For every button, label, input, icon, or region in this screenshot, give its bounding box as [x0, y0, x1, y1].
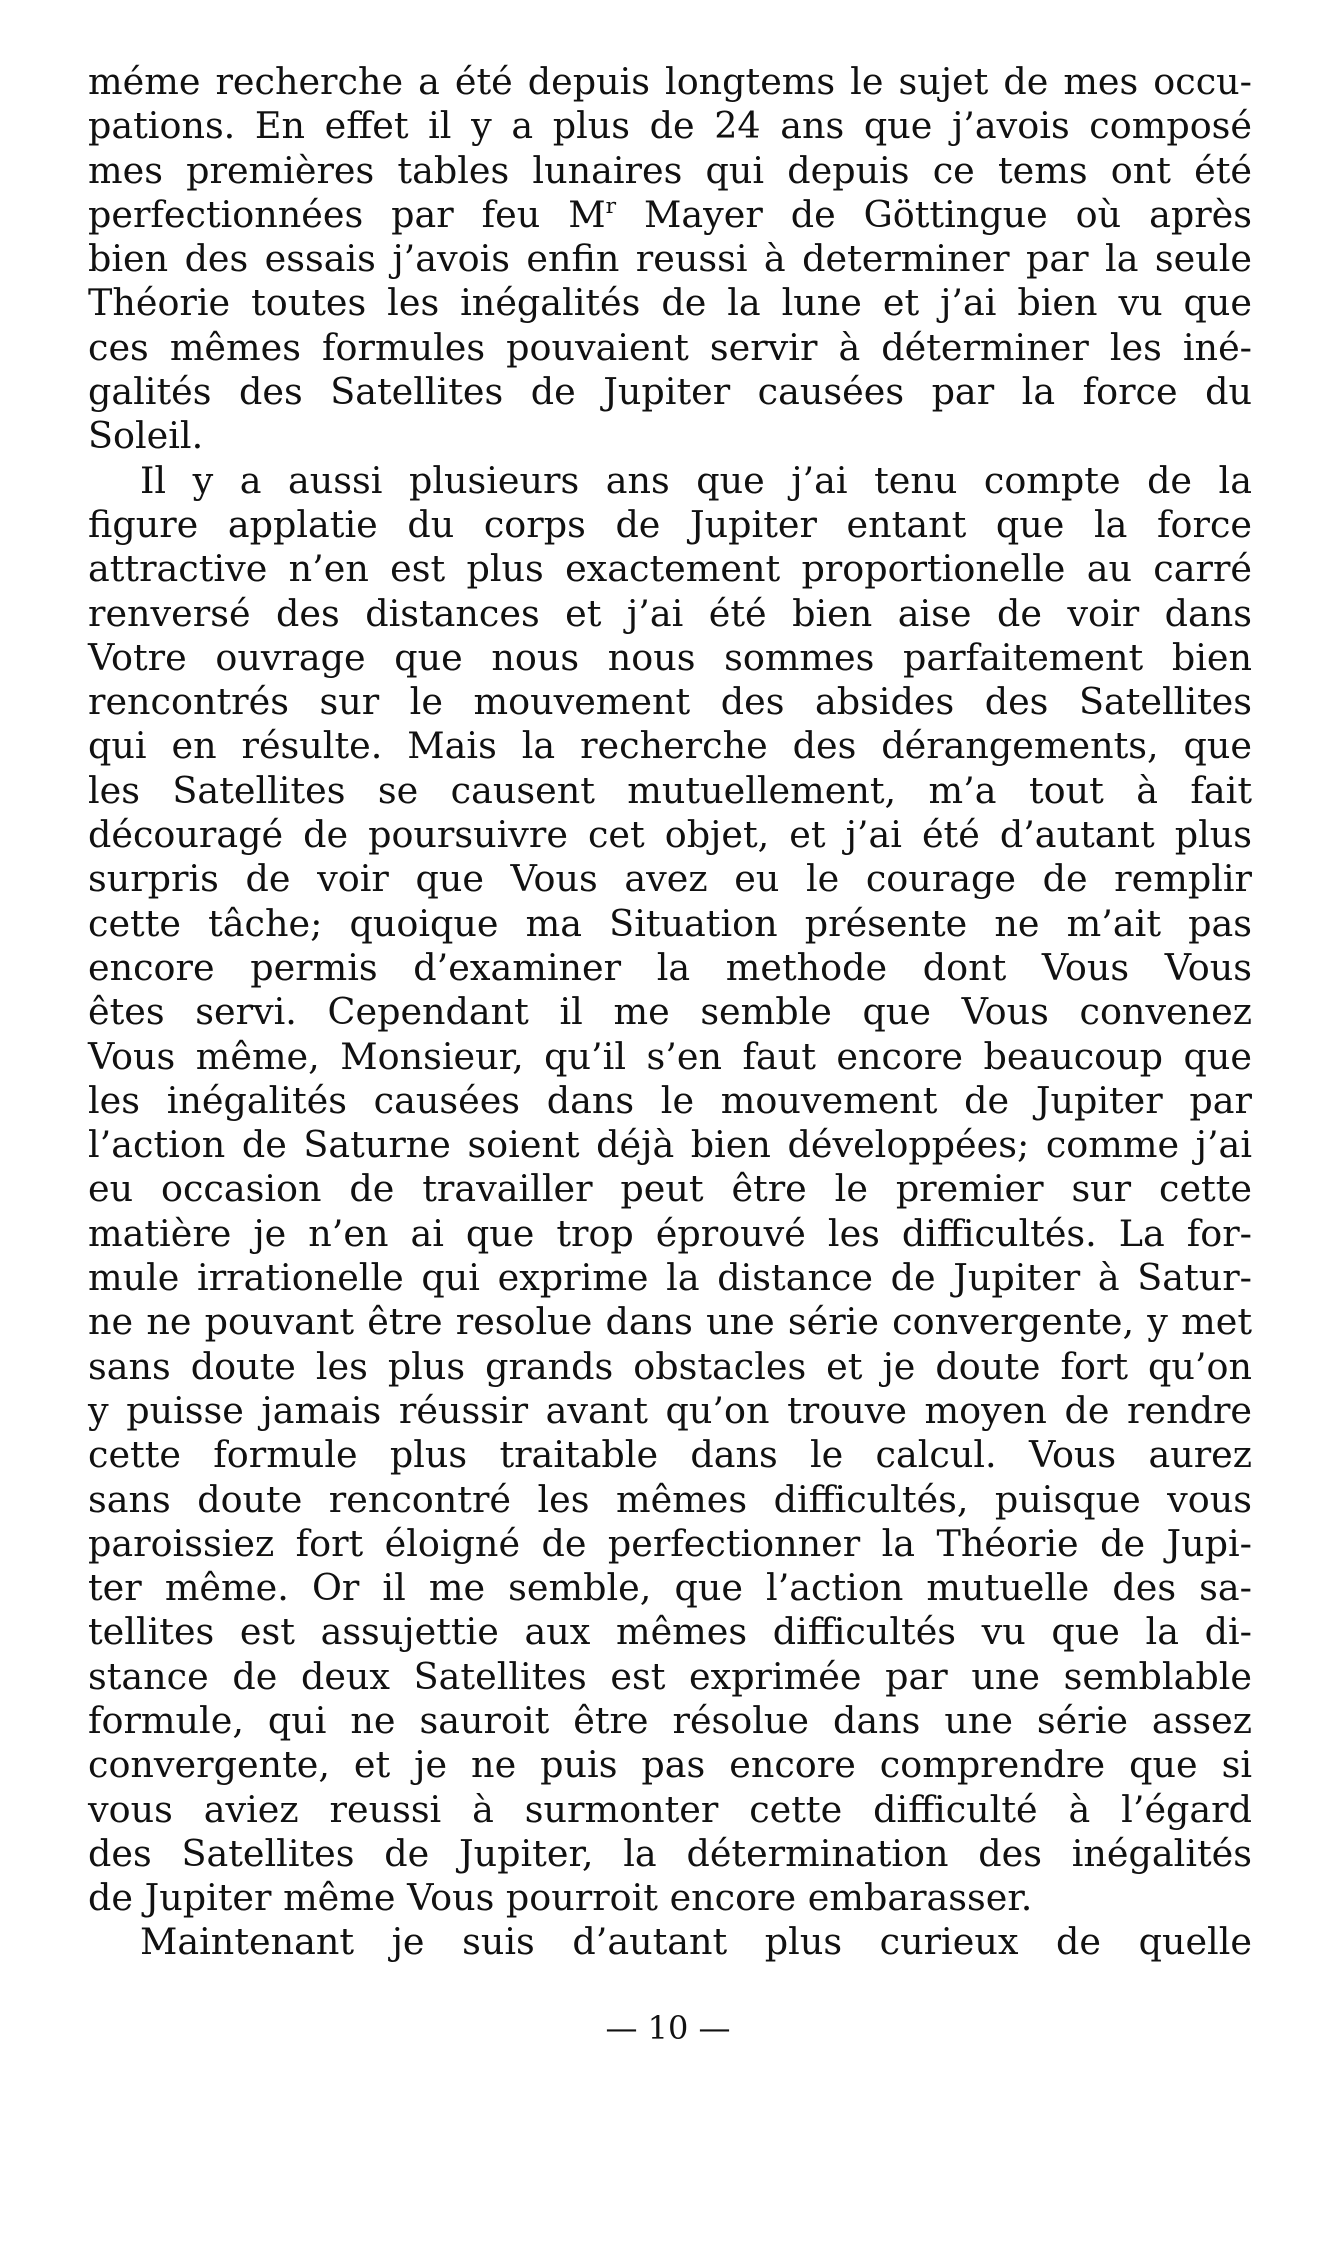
- text-segment: Mayer de Göttingue où après: [616, 192, 1252, 236]
- text-line: Vous même, Monsieur, qu’il s’en faut encore beaucoup que: [88, 1034, 1252, 1078]
- text-line: paroissiez fort éloigné de perfectionner la Théorie de Jupi-: [88, 1521, 1252, 1565]
- text-line: Il y a aussi plusieurs ans que j’ai tenu compte de la: [140, 458, 1252, 502]
- text-line: de Jupiter même Vous pourroit encore embarasser.: [88, 1876, 1033, 1920]
- text-line: cette formule plus traitable dans le calcul. Vous aurez: [88, 1433, 1252, 1477]
- text-line: y puisse jamais réussir avant qu’on trouve moyen de rendre: [88, 1388, 1252, 1432]
- superscript: r: [605, 193, 617, 219]
- text-line: encore permis d’examiner la methode dont Vous Vous: [88, 945, 1252, 989]
- text-line: rencontrés sur le mouvement des absides des Satellites: [88, 680, 1252, 724]
- text-line: l’action de Saturne soient déjà bien développées; comme j’ai: [88, 1123, 1252, 1167]
- text-line: ne ne pouvant être resolue dans une série convergente, y met: [88, 1300, 1252, 1344]
- text-line: les Satellites se causent mutuellement, m’a tout à fait: [88, 768, 1252, 812]
- text-line: surpris de voir que Vous avez eu le courage de remplir: [88, 857, 1252, 901]
- text-line: pations. En effet il y a plus de 24 ans que j’avois composé: [88, 104, 1252, 148]
- text-line: attractive n’en est plus exactement proportionelle au carré: [88, 547, 1252, 591]
- text-line: ces mêmes formules pouvaient servir à déterminer les iné-: [88, 325, 1252, 369]
- text-line: cette tâche; quoique ma Situation présente ne m’ait pas: [88, 901, 1252, 945]
- text-line: mule irrationelle qui exprime la distance de Jupiter à Satur-: [88, 1256, 1252, 1300]
- paragraph-2: [88, 459, 1252, 1921]
- text-line: sans doute rencontré les mêmes difficultés, puisque vous: [88, 1477, 1252, 1521]
- text-line: méme recherche a été depuis longtems le sujet de mes occu-: [88, 60, 1252, 103]
- text-line: galités des Satellites de Jupiter causées par la force du: [88, 370, 1252, 414]
- text-line: eu occasion de travailler peut être le premier sur cette: [88, 1167, 1252, 1211]
- text-line: vous aviez reussi à surmonter cette difficulté à l’égard: [88, 1787, 1252, 1831]
- text-line: qui en résulte. Mais la recherche des dérangements, que: [88, 724, 1252, 768]
- text-line: Votre ouvrage que nous nous sommes parfaitement bien: [88, 635, 1252, 679]
- text-line: Soleil.: [88, 414, 204, 458]
- text-line: êtes servi. Cependant il me semble que Vous convenez: [88, 990, 1252, 1034]
- text-line: stance de deux Satellites est exprimée par une semblable: [88, 1654, 1252, 1698]
- text-line: mes premières tables lunaires qui depuis ce tems ont été: [88, 148, 1252, 192]
- text-line: les inégalités causées dans le mouvement de Jupiter par: [88, 1078, 1252, 1122]
- text-segment: perfectionnées par feu M: [88, 192, 606, 236]
- paragraph-3: [88, 1920, 1252, 1964]
- text-line: formule, qui ne sauroit être résolue dans une série assez: [88, 1698, 1252, 1742]
- text-line: des Satellites de Jupiter, la détermination des inégalités: [88, 1831, 1252, 1875]
- text-line: renversé des distances et j’ai été bien aise de voir dans: [88, 591, 1252, 635]
- text-line: Théorie toutes les inégalités de la lune et j’ai bien vu que: [88, 281, 1252, 325]
- text-line: découragé de poursuivre cet objet, et j’ai été d’autant plus: [88, 813, 1252, 857]
- page-number: — 10 —: [605, 2009, 731, 2047]
- text-line: figure applatie du corps de Jupiter entant que la force: [88, 502, 1252, 546]
- text-line: Maintenant je suis d’autant plus curieux de quelle: [140, 1920, 1252, 1964]
- text-line: ter même. Or il me semble, que l’action mutuelle des sa-: [88, 1566, 1252, 1610]
- paragraph-1: [88, 60, 1252, 459]
- page-text: [88, 60, 1252, 1965]
- text-line: tellites est assujettie aux mêmes difficultés vu que la di-: [88, 1610, 1252, 1654]
- text-line: sans doute les plus grands obstacles et je doute fort qu’on: [88, 1344, 1252, 1388]
- text-line: bien des essais j’avois enfin reussi à determiner par la seule: [88, 237, 1252, 281]
- text-line: matière je n’en ai que trop éprouvé les difficultés. La for-: [88, 1211, 1252, 1255]
- text-line: convergente, et je ne puis pas encore comprendre que si: [88, 1743, 1252, 1787]
- text-line-with-superscript: [88, 193, 1252, 237]
